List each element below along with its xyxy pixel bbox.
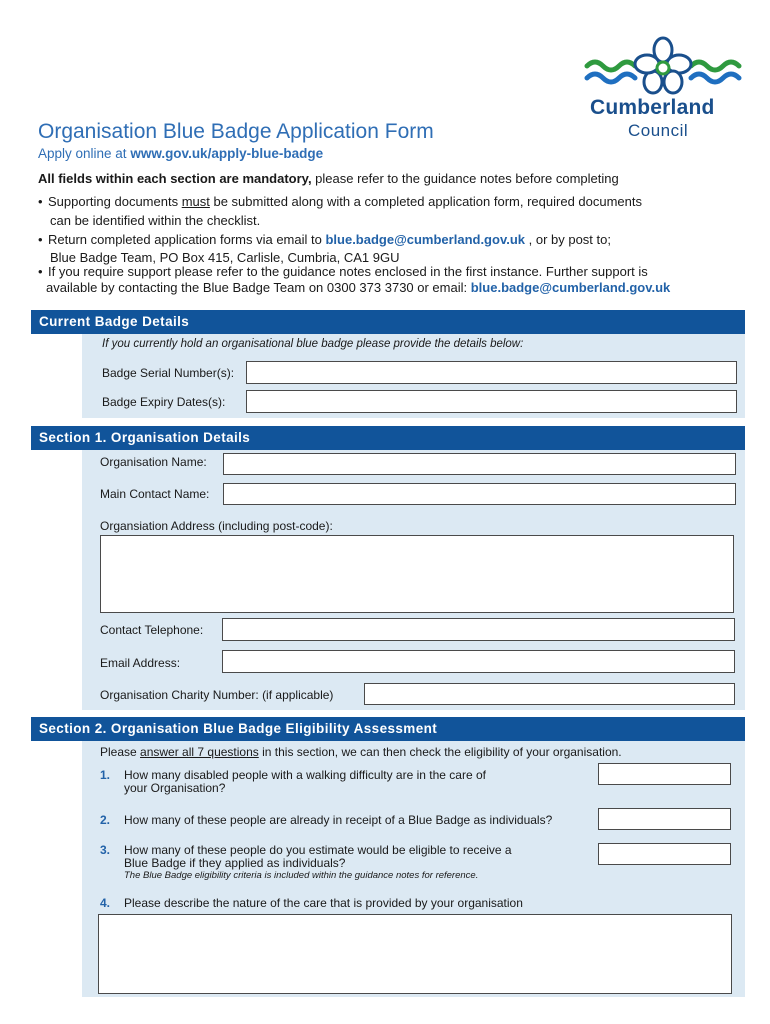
- contact-name-input[interactable]: [223, 483, 736, 505]
- bullet3-text-b: available by contacting the Blue Badge Team on 0300 373 3730 or email:: [46, 280, 471, 295]
- telephone-label: Contact Telephone:: [100, 623, 204, 637]
- contact-name-label: Main Contact Name:: [100, 487, 210, 501]
- section2-intro-a: Please: [100, 745, 141, 759]
- bullet1-text-b: be submitted along with a completed application form, required documents: [209, 194, 643, 209]
- bullet-support: • If you require support please refer to the guidance notes enclosed in the first instance. Further support is: [38, 264, 648, 279]
- current-badge-note: If you currently hold an organisational blue badge please provide the details below:: [102, 338, 524, 350]
- org-name-label: Organisation Name:: [100, 455, 207, 469]
- q3-criteria-note: The Blue Badge eligibility criteria is included within the guidance notes for reference.: [124, 870, 479, 881]
- q3-text-line1: How many of these people do you estimate would be eligible to receive a: [124, 843, 512, 857]
- email-link-1[interactable]: blue.badge@cumberland.gov.uk: [325, 232, 525, 247]
- email-label: Email Address:: [100, 656, 181, 670]
- apply-online-line: [38, 146, 323, 161]
- must-emphasis: must: [181, 194, 210, 209]
- bullet2-text-a: Return completed application forms via email to: [48, 232, 326, 247]
- section1-header: Section 1. Organisation Details: [31, 426, 745, 450]
- section2-header: Section 2. Organisation Blue Badge Eligibility Assessment: [31, 717, 745, 741]
- logo-subword: Council: [628, 121, 689, 140]
- bullet3-text-a: If you require support please refer to the guidance notes enclosed in the first instance. Further support is: [48, 264, 648, 279]
- q1-text-line2: your Organisation?: [124, 781, 226, 795]
- postal-address: Blue Badge Team, PO Box 415, Carlisle, Cumbria, CA1 9GU: [50, 250, 400, 265]
- q1-number: 1.: [100, 768, 111, 782]
- q4-number: 4.: [100, 896, 111, 910]
- bullet3-continuation: [46, 279, 670, 297]
- bullet-return-forms: • Return completed application forms via email to blue.badge@cumberland.gov.uk , or by post to;: [38, 232, 611, 247]
- q4-textarea[interactable]: [98, 914, 732, 994]
- mandatory-notice: [38, 171, 619, 186]
- email-input[interactable]: [222, 650, 735, 673]
- telephone-input[interactable]: [222, 618, 735, 641]
- logo-wordmark: Cumberland: [590, 96, 715, 119]
- q2-input[interactable]: [598, 808, 731, 830]
- serial-number-input[interactable]: [246, 361, 737, 384]
- mandatory-rest: please refer to the guidance notes before completing: [311, 171, 619, 186]
- address-label: Organsiation Address (including post-code):: [100, 519, 333, 533]
- charity-number-label: Organisation Charity Number: (if applicable): [100, 688, 334, 702]
- bullet-supporting-docs: • Supporting documents must be submitted along with a completed application form, required documents: [38, 194, 643, 209]
- q3-text-line2: Blue Badge if they applied as individuals?: [124, 856, 346, 870]
- expiry-date-label: Badge Expiry Dates(s):: [102, 395, 226, 409]
- q3-number: 3.: [100, 843, 111, 857]
- form-title: Organisation Blue Badge Application Form: [38, 120, 434, 143]
- apply-prefix: Apply online at: [38, 146, 131, 161]
- q2-text: How many of these people are already in receipt of a Blue Badge as individuals?: [124, 813, 553, 827]
- q4-text: Please describe the nature of the care that is provided by your organisation: [124, 896, 523, 910]
- bullet1-continuation: can be identified within the checklist.: [50, 213, 261, 228]
- section2-intro: [100, 745, 622, 759]
- q1-input[interactable]: [598, 763, 731, 785]
- email-link-2[interactable]: blue.badge@cumberland.gov.uk: [470, 280, 671, 295]
- q1-text-line1: How many disabled people with a walking difficulty are in the care of: [124, 768, 486, 782]
- current-badge-header: Current Badge Details: [31, 310, 745, 334]
- bullet2-text-b: , or by post to;: [525, 232, 611, 247]
- serial-number-label: Badge Serial Number(s):: [102, 366, 235, 380]
- q2-number: 2.: [100, 813, 111, 827]
- expiry-date-input[interactable]: [246, 390, 737, 413]
- q3-input[interactable]: [598, 843, 731, 865]
- org-name-input[interactable]: [223, 453, 736, 475]
- bullet1-text-a: Supporting documents: [48, 194, 182, 209]
- apply-online-link[interactable]: www.gov.uk/apply-blue-badge: [130, 146, 324, 161]
- charity-number-input[interactable]: [364, 683, 735, 705]
- section2-intro-b: in this section, we can then check the eligibility of your organisation.: [258, 745, 622, 759]
- mandatory-bold: All fields within each section are mandatory,: [38, 171, 312, 186]
- address-input[interactable]: [100, 535, 734, 613]
- section2-intro-underlined: answer all 7 questions: [140, 745, 259, 759]
